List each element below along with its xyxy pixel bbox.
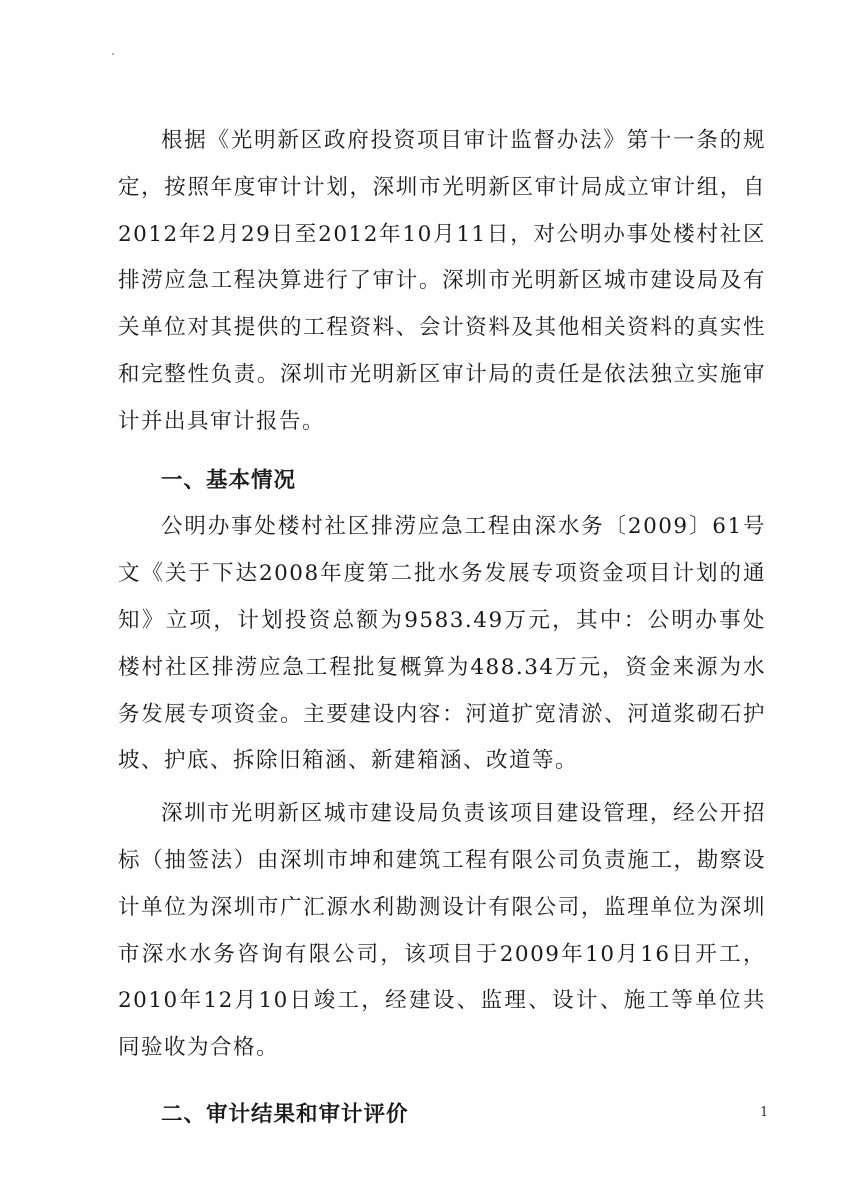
- basic-info-paragraph-2: 深圳市光明新区城市建设局负责该项目建设管理，经公开招标（抽签法）由深圳市坤和建筑工程有限公司负责施工，勘察设计单位为深圳市广汇源水利勘测设计有限公司，监理单位为深圳市深水水务咨询有限公司，该项目于2009年10月16日开工，2010年12月10日竣工，经建设、监理、设计、施工等单位共同验收为合格。: [118, 801, 766, 1061]
- intro-paragraph: 根据《光明新区政府投资项目审计监督办法》第十一条的规定，按照年度审计计划，深圳市光明新区审计局成立审计组，自2012年2月29日至2012年10月11日，对公明办事处楼村社区排涝应急工程决算进行了审计。深圳市光明新区城市建设局及有关单位对其提供的工程资料、会计资料及其他相关资料的真实性和完整性负责。深圳市光明新区审计局的责任是依法独立实施审计并出具审计报告。: [118, 128, 766, 434]
- document-body: [118, 118, 769, 1139]
- section-heading-audit-results: 二、审计结果和审计评价: [161, 1101, 409, 1127]
- basic-info-paragraph-1: 公明办事处楼村社区排涝应急工程由深水务〔2009〕61号文《关于下达2008年度第二批水务发展专项资金项目计划的通知》立项，计划投资总额为9583.49万元，其中：公明办事处楼村社区排涝应急工程批复概算为488.34万元，资金来源为水务发展专项资金。主要建设内容：河道扩宽清淤、河道浆砌石护坡、护底、拆除旧箱涵、新建箱涵、改道等。: [118, 514, 766, 774]
- section-heading-basic-info: 一、基本情况: [161, 467, 297, 493]
- page-number: 1: [760, 1105, 769, 1120]
- scan-speck: [112, 53, 114, 55]
